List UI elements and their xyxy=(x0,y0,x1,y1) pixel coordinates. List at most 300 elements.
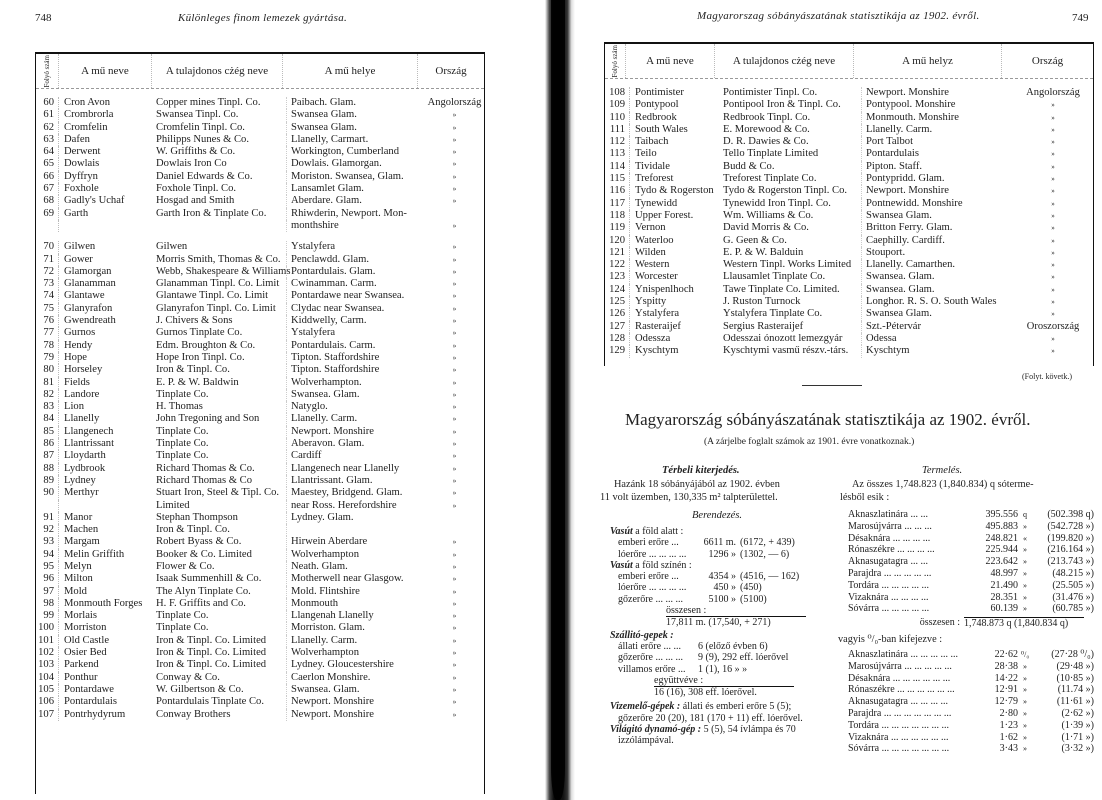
equipment-value: 6 (előző évben 6) xyxy=(698,640,768,652)
work-name: Pontimister xyxy=(635,87,684,98)
work-name: Dowlais xyxy=(64,158,100,170)
table-header xyxy=(36,54,484,89)
equipment-prev: (5100) xyxy=(740,593,767,605)
work-name: Upper Forest. xyxy=(635,209,694,221)
owner-name: Foxhole Tinpl. Co. xyxy=(156,183,237,195)
owner-name: Flower & Co. xyxy=(156,560,215,572)
owner-name: Glanamman Tinpl. Co. Limit xyxy=(156,278,280,290)
table-row xyxy=(36,122,484,134)
country: » xyxy=(452,148,457,157)
table-row xyxy=(36,438,484,450)
work-name: Waterloo xyxy=(635,234,674,246)
percent-row xyxy=(848,743,1094,755)
work-location: Motherwell near Glasgow. xyxy=(286,573,425,585)
mine-name: Tordára ... ... ... ... ... ... ... xyxy=(848,719,949,731)
work-location: Llantrissant. Glam. xyxy=(286,475,425,487)
work-name: Milton xyxy=(64,573,93,585)
work-location: Swansea. Glam. xyxy=(861,284,1013,296)
work-name: Pontrhydyrum xyxy=(64,708,126,720)
amount: 48.997 xyxy=(990,567,1018,579)
table-row xyxy=(36,524,484,536)
row-number: 101 xyxy=(36,635,59,647)
country: » xyxy=(452,172,457,181)
row-number: 85 xyxy=(36,426,59,438)
country: » xyxy=(452,452,457,461)
work-location: Pontypridd. Glam. xyxy=(861,173,1013,185)
country: » xyxy=(452,390,457,399)
country: » xyxy=(1051,248,1055,257)
equipment-row xyxy=(618,571,840,582)
country: » xyxy=(452,378,457,387)
extent-intro xyxy=(600,478,840,504)
work-name: Landore xyxy=(64,388,100,400)
work-location: Lydney. Glam. xyxy=(286,512,425,524)
owner-name: Isaak Summenhill & Co. xyxy=(156,573,262,585)
row-number: 63 xyxy=(36,134,59,146)
row-number: 90 xyxy=(36,487,59,499)
work-name: Teilo xyxy=(635,148,657,160)
equipment-label: emberi erőre ... xyxy=(618,537,679,549)
percent-row xyxy=(848,732,1094,744)
country: » xyxy=(452,403,457,412)
country: » xyxy=(452,255,457,264)
table-row xyxy=(36,573,484,585)
previous-amount: (1·39 ») xyxy=(1061,719,1094,731)
previous-amount: (11.74 ») xyxy=(1057,684,1094,696)
work-name: Glantawe xyxy=(64,290,105,302)
country: » xyxy=(1051,224,1055,233)
work-name: Tynewidd xyxy=(635,197,678,209)
work-location: Wolverhampton xyxy=(286,647,425,659)
table-row xyxy=(36,266,484,278)
table-row xyxy=(36,463,484,475)
table-row xyxy=(36,672,484,684)
owner-name: J. Ruston Turnock xyxy=(723,296,801,308)
work-name: Lydbrook xyxy=(64,462,106,474)
row-number: 118 xyxy=(605,210,630,222)
unit: » xyxy=(1023,720,1027,730)
work-location: Swansea Glam. xyxy=(861,210,1013,222)
table-row xyxy=(605,112,1093,124)
stats-title: Magyarország sóbányászatának statisztikája az 1902. évről. xyxy=(625,410,1031,429)
work-name: Dafen xyxy=(64,133,90,145)
row-number: 80 xyxy=(36,364,59,376)
table-row xyxy=(605,161,1093,173)
work-location: Workington, Cumberland xyxy=(286,146,425,158)
work-name: Hope xyxy=(64,351,87,363)
work-name: South Wales xyxy=(635,123,688,135)
row-number: 74 xyxy=(36,290,59,302)
country: » xyxy=(452,624,457,633)
work-name: Cromfelin xyxy=(64,121,108,133)
country: » xyxy=(452,440,457,449)
equipment-value: 4354 » xyxy=(708,571,736,583)
row-number: 107 xyxy=(36,709,59,721)
row-number: 120 xyxy=(605,235,630,247)
table-row xyxy=(605,284,1093,296)
dynamo-text-2: izzólámpával. xyxy=(618,735,674,747)
row-number: 93 xyxy=(36,536,59,548)
work-location: Caephilly. Cardiff. xyxy=(861,235,1013,247)
row-number: 70 xyxy=(36,241,59,253)
work-location: Ystalyfera xyxy=(286,241,425,253)
row-number: 105 xyxy=(36,684,59,696)
row-number: 124 xyxy=(605,284,630,296)
table-row xyxy=(605,235,1093,247)
right-page xyxy=(592,0,1102,800)
table-row xyxy=(36,598,484,610)
rail-under-text: a föld alatt : xyxy=(632,526,684,537)
table-row xyxy=(36,413,484,425)
percent-row xyxy=(848,649,1094,661)
work-name: Dyffryn xyxy=(64,170,98,182)
table-row xyxy=(36,536,484,548)
owner-name: Glanyrafon Tinpl. Co. Limit xyxy=(156,302,276,314)
work-name: Treforest xyxy=(635,173,674,185)
work-location: Lansamlet Glam. xyxy=(286,183,425,195)
row-number: 128 xyxy=(605,333,630,345)
equipment-row xyxy=(618,641,840,652)
work-name: Lydney xyxy=(64,474,96,486)
equipment-value: 1 (1), 16 » » xyxy=(698,663,748,675)
row-number: 77 xyxy=(36,327,59,339)
table-row xyxy=(36,684,484,696)
percent-row xyxy=(848,684,1094,696)
equipment-label: lóerőre ... ... ... ... xyxy=(618,548,687,560)
table-row xyxy=(36,622,484,634)
owner-name: H. F. Griffits and Co. xyxy=(156,597,246,609)
work-name: Worcester xyxy=(635,271,678,283)
work-location: Mold. Flintshire xyxy=(286,586,425,598)
work-name: Glanamman xyxy=(64,278,116,290)
owner-name: D. R. Dawies & Co. xyxy=(723,136,809,148)
table-row xyxy=(605,198,1093,210)
previous-amount: (199.820 ») xyxy=(1047,532,1094,544)
country: » xyxy=(452,111,457,120)
row-number: 96 xyxy=(36,573,59,585)
country: » xyxy=(452,636,457,645)
unit: « xyxy=(1023,533,1027,543)
extent-heading: Térbeli kiterjedés. xyxy=(662,465,740,476)
country: » xyxy=(452,587,457,596)
table-row xyxy=(36,709,484,721)
row-number: 66 xyxy=(36,171,59,183)
work-location: Cardiff xyxy=(286,450,425,462)
header-country: Ország xyxy=(1031,55,1064,67)
owner-name: The Alyn Tinplate Co. xyxy=(156,585,251,597)
work-name: Garth xyxy=(64,207,89,219)
work-location: Newport. Monshire xyxy=(286,696,425,708)
extent-intro-line: Hazánk 18 sóbányájából az 1902. évben xyxy=(614,479,780,490)
table-row xyxy=(605,271,1093,283)
mine-name: Aknasugatagra ... ... ... ... xyxy=(848,696,948,708)
country: » xyxy=(1051,261,1055,270)
table-row xyxy=(36,512,484,524)
work-location: Tipton. Staffordshire xyxy=(286,364,425,376)
country: » xyxy=(1051,187,1055,196)
work-location: Llanelly. Carm. xyxy=(286,413,425,425)
table-row xyxy=(605,308,1093,320)
transport-total-label: együttvéve : xyxy=(654,674,704,686)
work-location: Swansea Glam. xyxy=(286,122,425,134)
work-name xyxy=(59,220,154,232)
work-location: Ystalyfera xyxy=(286,327,425,339)
country: » xyxy=(1051,310,1055,319)
owner-name: Tinplate Co. xyxy=(156,425,209,437)
table-row xyxy=(605,210,1093,222)
header-place: A mű helyz xyxy=(854,44,1002,78)
owner-name: W. Gilbertson & Co. xyxy=(156,683,244,695)
owner-name: E. P. & W. Baldwin xyxy=(156,376,239,388)
country: » xyxy=(1051,347,1055,356)
owner-name: Western Tinpl. Works Limited xyxy=(723,259,852,271)
amount: 3·43 xyxy=(999,743,1018,755)
unit: » xyxy=(1023,568,1027,578)
table-row xyxy=(36,561,484,573)
country: » xyxy=(1051,162,1055,171)
owner-name: Webb, Shakespeare & Williams xyxy=(156,265,291,277)
rail-total: 17,811 m. (17,540, + 271) xyxy=(666,616,806,628)
previous-amount: (2·62 ») xyxy=(1061,707,1094,719)
row-number: 116 xyxy=(605,185,630,197)
continued-note: (Folyt. követk.) xyxy=(1022,372,1072,381)
work-location: Newport. Monshire xyxy=(286,426,425,438)
country: » xyxy=(452,221,457,230)
owner-name: Tinplate Co. xyxy=(156,438,209,450)
work-location: Moriston. Swansea, Glam. xyxy=(286,171,425,183)
percent-heading: vagyis ⁰/₀-ban kifejezve : xyxy=(838,634,943,645)
work-name: Gadly's Uchaf xyxy=(64,195,125,207)
owner-name: Swansea Tinpl. Co. xyxy=(156,109,239,121)
work-name: Old Castle xyxy=(64,634,110,646)
previous-amount: (31.476 ») xyxy=(1052,591,1094,603)
work-location: Pipton. Staff. xyxy=(861,161,1013,173)
work-location: monthshire xyxy=(286,220,425,232)
running-head: Magyarorszag sóbányászatának statisztikája az 1902. évről. xyxy=(697,10,980,22)
owner-name: Philipps Nunes & Co. xyxy=(156,133,250,145)
table-row xyxy=(36,183,484,195)
unit: » xyxy=(1023,661,1027,671)
work-name: Hendy xyxy=(64,339,93,351)
table-row xyxy=(605,296,1093,308)
production-intro-line: Az összes 1,748.823 (1,840.834) q sóterme- xyxy=(852,479,1034,490)
table-row xyxy=(36,389,484,401)
work-location: Hirwein Aberdare xyxy=(286,536,425,548)
table-row xyxy=(36,450,484,462)
row-number: 121 xyxy=(605,247,630,259)
owner-name: Pontardulais Tinplate Co. xyxy=(156,696,265,708)
country: » xyxy=(452,135,457,144)
amount: 225.944 xyxy=(985,544,1018,556)
amount: 1·23 xyxy=(999,719,1018,731)
equipment-prev: (450) xyxy=(740,582,762,594)
unit: » xyxy=(1023,697,1027,707)
row-number: 67 xyxy=(36,183,59,195)
equipment-value: 450 » xyxy=(713,582,736,594)
rail-under-list xyxy=(610,537,840,560)
table-row xyxy=(36,340,484,352)
owner-name: Dowlais Iron Co xyxy=(156,158,227,170)
country: » xyxy=(452,710,457,719)
work-name xyxy=(59,500,154,512)
table-body xyxy=(605,79,1093,358)
table-row xyxy=(36,171,484,183)
work-location: Newport. Monshire xyxy=(861,185,1013,197)
work-location: Britton Ferry. Glam. xyxy=(861,222,1013,234)
work-location: Dowlais. Glamorgan. xyxy=(286,158,425,170)
country: » xyxy=(452,366,457,375)
country: » xyxy=(452,185,457,194)
unit: » xyxy=(1023,604,1027,614)
row-number: 127 xyxy=(605,321,630,333)
work-name: Machen xyxy=(64,524,99,536)
owner-name: Tinplate Co. xyxy=(156,610,209,622)
owner-name: Pontipool Iron & Tinpl. Co. xyxy=(723,99,841,111)
rail-surface-text: a föld színén : xyxy=(632,559,692,571)
country: Angolország xyxy=(427,97,482,108)
equipment-value: 9 (9), 292 eff. lóerővel xyxy=(698,652,789,664)
owner-name: Gurnos Tinplate Co. xyxy=(156,327,243,339)
work-name: Tydo & Rogerston xyxy=(635,185,714,197)
production-row xyxy=(848,533,1094,545)
country: » xyxy=(452,698,457,707)
mine-name: Sóvárra ... ... ... ... ... xyxy=(848,603,930,615)
work-name: Gwendreath xyxy=(64,315,116,327)
equipment-label: gőzerőre ... ... ... xyxy=(618,652,683,664)
work-location: Pontnewidd. Monshire xyxy=(861,198,1013,210)
work-location: Llanelly. Carm. xyxy=(286,635,425,647)
table-row xyxy=(36,475,484,487)
row-number: 68 xyxy=(36,195,59,207)
mine-name: Marosújvárra ... ... ... ... ... xyxy=(848,660,952,672)
amount: 14·22 xyxy=(994,672,1018,684)
work-name: Parkend xyxy=(64,659,99,671)
owner-name: Richard Thomas & Co. xyxy=(156,462,255,474)
row-number: 87 xyxy=(36,450,59,462)
work-location xyxy=(286,524,425,536)
work-name: Taibach xyxy=(635,136,669,148)
country: » xyxy=(1051,236,1055,245)
work-name: Pontypool xyxy=(635,99,679,111)
header-owner: A tulajdonos cżég neve xyxy=(715,44,854,78)
owner-name: Stuart Iron, Steel & Tipl. Co. xyxy=(156,487,280,499)
previous-amount: (502.398 q) xyxy=(1047,509,1094,520)
owner-name: Tinplate Co. xyxy=(156,622,209,634)
row-number: 88 xyxy=(36,463,59,475)
table-row xyxy=(36,158,484,170)
works-table xyxy=(604,42,1094,366)
mine-name: Sóvárra ... ... ... ... ... ... ... xyxy=(848,743,950,755)
work-name: Wilden xyxy=(635,246,666,258)
work-location: Newport. Monshire xyxy=(861,87,1013,99)
work-name: Pontardulais xyxy=(64,696,117,708)
production-row xyxy=(848,568,1094,580)
row-number: 76 xyxy=(36,315,59,327)
work-location: Szt.-Pétervár xyxy=(861,321,1013,333)
work-location: Wolverhampton. xyxy=(286,377,425,389)
production-row xyxy=(848,592,1094,604)
owner-name: Hosgad and Smith xyxy=(156,195,235,207)
equipment-prev: (1302, — 6) xyxy=(740,548,790,560)
equipment-row xyxy=(618,549,840,560)
work-name: Melin Griffith xyxy=(64,548,125,560)
work-location: Llanelly, Carmart. xyxy=(286,134,425,146)
equipment-prev: (6172, + 439) xyxy=(740,537,795,549)
owner-name: Booker & Co. Limited xyxy=(156,548,252,560)
production-row xyxy=(848,603,1094,615)
row-number: 86 xyxy=(36,438,59,450)
work-location: Swansea Glam. xyxy=(861,308,1013,320)
owner-name xyxy=(154,220,286,232)
table-row xyxy=(36,647,484,659)
work-name: Llangenech xyxy=(64,425,114,437)
work-location: Aberdare. Glam. xyxy=(286,195,425,207)
left-page xyxy=(0,0,540,800)
work-name: Lion xyxy=(64,401,85,413)
owner-name: Gilwen xyxy=(156,241,188,253)
row-number: 113 xyxy=(605,148,630,160)
work-name: Ynispenlhoch xyxy=(635,283,694,295)
row-number: 94 xyxy=(36,549,59,561)
running-head: Különleges finom lemezek gyártása. xyxy=(178,12,348,24)
mine-name: Désaknára ... ... ... ... ... ... xyxy=(848,672,951,684)
country: » xyxy=(452,575,457,584)
table-row xyxy=(605,321,1093,333)
production-row xyxy=(848,521,1094,533)
header-name: A mű neve xyxy=(59,54,152,88)
mine-name: Rónaszékre ... ... ... ... ... ... xyxy=(848,684,955,696)
country: » xyxy=(452,267,457,276)
row-number: 111 xyxy=(605,124,630,136)
previous-amount: (27·28 ⁰/₀) xyxy=(1051,649,1094,660)
row-number: 103 xyxy=(36,659,59,671)
owner-name: Morris Smith, Thomas & Co. xyxy=(156,253,281,265)
work-location: Port Talbot xyxy=(861,136,1013,148)
row-number: 104 xyxy=(36,672,59,684)
amount: 12·91 xyxy=(994,684,1018,696)
owner-name: Iron & Tinpl. Co. xyxy=(156,524,230,536)
work-location: Tipton. Staffordshire xyxy=(286,352,425,364)
previous-amount: (48.215 ») xyxy=(1052,567,1094,579)
work-name: Derwent xyxy=(64,146,101,158)
production-total-row xyxy=(848,617,1084,630)
table-body xyxy=(36,89,484,721)
table-row xyxy=(36,290,484,302)
owner-name: E. P. & W. Balduin xyxy=(723,246,804,258)
work-name: Western xyxy=(635,259,670,271)
table-row xyxy=(36,220,484,232)
table-row xyxy=(36,97,484,109)
owner-name: Tawe Tinplate Co. Limited. xyxy=(723,283,840,295)
work-name: Odessza xyxy=(635,332,671,344)
previous-amount: (213.743 ») xyxy=(1047,556,1094,568)
owner-name: Limited xyxy=(156,499,190,511)
country: » xyxy=(1051,298,1055,307)
mine-name: Aknaszlatinára ... ... xyxy=(848,509,928,520)
country: » xyxy=(452,292,457,301)
row-number: 84 xyxy=(36,413,59,425)
owner-name: Copper mines Tinpl. Co. xyxy=(156,97,261,108)
row-number: 64 xyxy=(36,146,59,158)
row-number: 123 xyxy=(605,271,630,283)
previous-amount: (10·85 ») xyxy=(1056,672,1094,684)
previous-amount: (29·48 ») xyxy=(1056,660,1094,672)
amount: 395.556 xyxy=(985,509,1018,520)
unit: » xyxy=(1023,521,1027,531)
row-number: 83 xyxy=(36,401,59,413)
owner-name: David Morris & Co. xyxy=(723,222,809,234)
transport-label: Szállitó-gepek : xyxy=(610,629,674,641)
